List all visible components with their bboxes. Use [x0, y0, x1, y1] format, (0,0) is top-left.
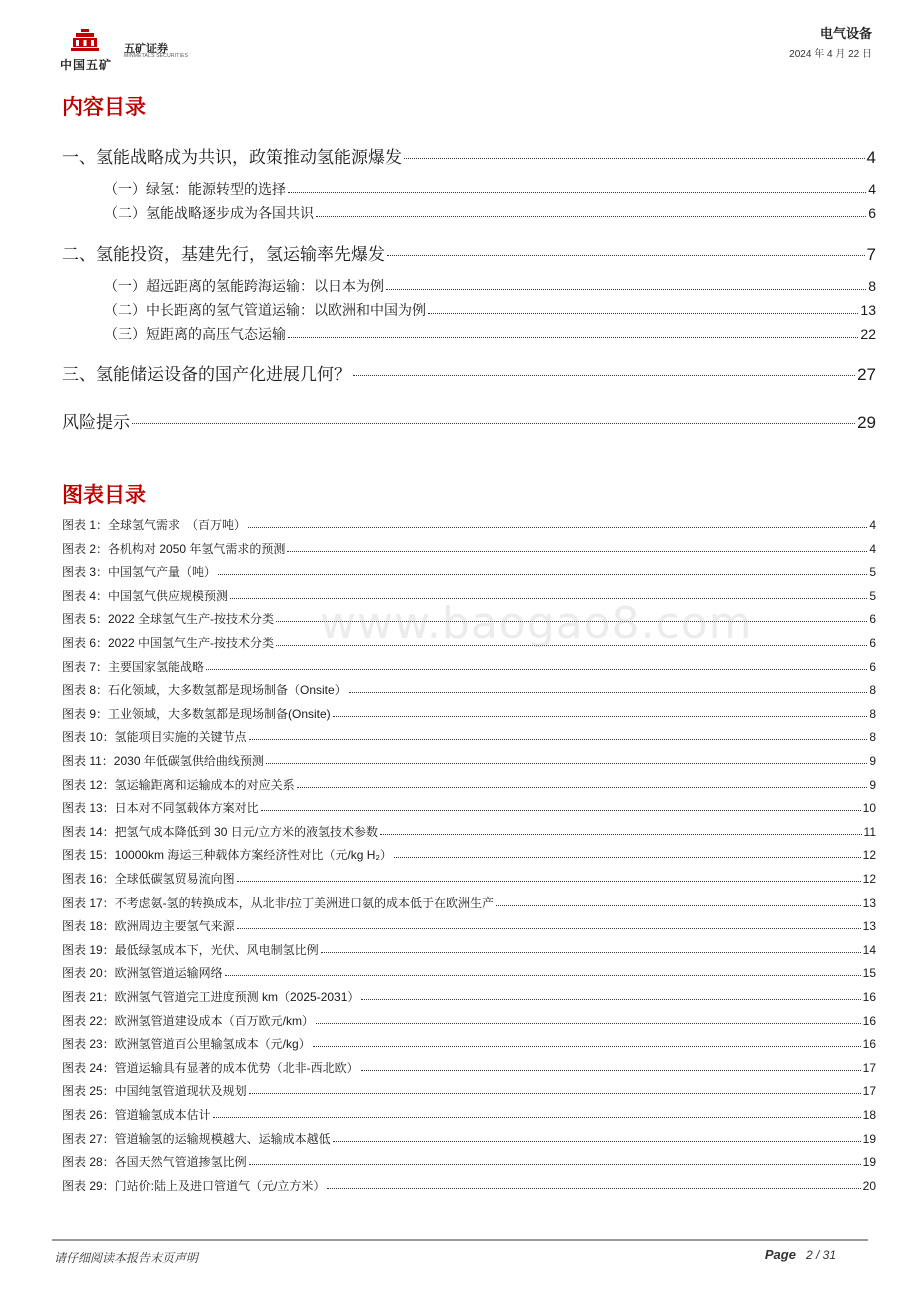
figure-entry-page: 17: [862, 1084, 876, 1098]
figure-entry-label: 图表 24：管道运输具有显著的成本优势（北非-西北欧）: [62, 1061, 359, 1075]
figure-entry-label: 图表 21：欧洲氢气管道完工进度预测 km（2025-2031）: [62, 990, 360, 1004]
figure-entry[interactable]: [62, 1059, 876, 1076]
dot-leader: [361, 999, 860, 1000]
toc-entry-label: （二）中长距离的氢气管道运输：以欧洲和中国为例: [104, 302, 426, 318]
toc-entry-label: （二）氢能战略逐步成为各国共识: [104, 205, 314, 221]
figure-entry-page: 6: [869, 660, 876, 674]
dot-leader: [266, 763, 867, 764]
figure-entry-page: 6: [869, 636, 876, 650]
toc-entry-label: 风险提示: [62, 413, 130, 432]
figure-entry-page: 12: [862, 872, 876, 886]
figure-entry[interactable]: [62, 658, 876, 675]
figures-title: 图表目录: [62, 484, 146, 507]
figure-entry-page: 11: [863, 825, 876, 839]
figure-entry-page: 4: [869, 518, 876, 532]
figure-entry-label: 图表 5：2022 全球氢气生产-按技术分类: [62, 612, 275, 626]
toc-entry-label: （一）超远距离的氢能跨海运输：以日本为例: [104, 278, 384, 294]
figure-entry-page: 16: [862, 1014, 876, 1028]
toc-entry[interactable]: [104, 276, 876, 296]
figure-entry[interactable]: [62, 964, 876, 981]
figure-entry-page: 10: [862, 801, 876, 815]
figure-entry[interactable]: [62, 917, 876, 934]
dot-leader: [327, 1188, 860, 1189]
dot-leader: [288, 337, 858, 338]
figure-entry-page: 17: [862, 1061, 876, 1075]
figure-entry-page: 12: [862, 848, 876, 862]
dot-leader: [380, 834, 861, 835]
toc-title: 内容目录: [62, 96, 146, 119]
figure-entry[interactable]: [62, 705, 876, 722]
dot-leader: [248, 527, 867, 528]
figure-entry[interactable]: [62, 563, 876, 580]
securities-en-name: MINMETALS SECURITIES: [124, 53, 189, 59]
figure-entry[interactable]: [62, 1082, 876, 1099]
toc-entry[interactable]: [104, 203, 876, 223]
figure-entry-label: 图表 10：氢能项目实施的关键节点: [62, 730, 247, 744]
dot-leader: [428, 313, 858, 314]
toc-entry-label: 三、氢能储运设备的国产化进展几何？: [62, 365, 351, 384]
report-date: 2024 年 4 月 22 日: [789, 49, 872, 60]
industry-label: 电气设备: [819, 26, 872, 41]
toc-entry-label: 二、氢能投资，基建先行，氢运输率先爆发: [62, 245, 385, 264]
dot-leader: [132, 423, 855, 424]
figure-entry-page: 19: [862, 1132, 876, 1146]
figure-entry[interactable]: [62, 894, 876, 911]
figure-entry[interactable]: [62, 752, 876, 769]
dot-leader: [394, 857, 861, 858]
toc-entry-page: 8: [868, 278, 876, 294]
page-word: Page: [764, 1247, 796, 1262]
figure-entry-page: 5: [869, 589, 876, 603]
figure-entry[interactable]: [62, 799, 876, 816]
dot-leader: [333, 716, 868, 717]
figure-entry-page: 8: [869, 683, 876, 697]
minmetals-logo-icon: [70, 28, 100, 58]
toc-entry[interactable]: [104, 324, 876, 344]
figure-entry-label: 图表 2：各机构对 2050 年氢气需求的预测: [62, 542, 286, 556]
figure-entry-label: 图表 8：石化领域，大多数氢都是现场制备（Onsite）: [62, 683, 347, 697]
figure-entry[interactable]: [62, 823, 876, 840]
figure-entry-label: 图表 19：最低绿氢成本下，光伏、风电制氢比例: [62, 943, 319, 957]
figure-entry[interactable]: [62, 1153, 876, 1170]
figure-entry-label: 图表 13：日本对不同氢载体方案对比: [62, 801, 259, 815]
toc-entry[interactable]: [62, 143, 876, 168]
dot-leader: [218, 574, 867, 575]
dot-leader: [316, 1023, 861, 1024]
figure-entry-label: 图表 22：欧洲氢管道建设成本（百万欧元/km）: [62, 1014, 315, 1028]
figure-entry-label: 图表 18：欧洲周边主要氢气来源: [62, 919, 235, 933]
figure-entry[interactable]: [62, 988, 876, 1005]
dot-leader: [387, 255, 865, 256]
dot-leader: [496, 905, 861, 906]
dot-leader: [249, 739, 868, 740]
toc-entry-page: 6: [868, 205, 876, 221]
dot-leader: [361, 1070, 861, 1071]
page-header: [0, 0, 920, 80]
figure-entry-label: 图表 16：全球低碳氢贸易流向图: [62, 872, 235, 886]
toc-entry[interactable]: [104, 300, 876, 320]
toc-entry-page: 4: [868, 181, 876, 197]
figure-entry[interactable]: [62, 1106, 876, 1123]
dot-leader: [321, 952, 861, 953]
figure-entry-page: 8: [869, 730, 876, 744]
dot-leader: [353, 375, 855, 376]
toc-entry[interactable]: [62, 360, 876, 385]
figure-entry-label: 图表 4：中国氢气供应规模预测: [62, 589, 229, 603]
figure-entry-page: 8: [869, 707, 876, 721]
dot-leader: [249, 1093, 861, 1094]
figure-entry-page: 19: [862, 1155, 876, 1169]
figure-entry-label: 图表 9：工业领域，大多数氢都是现场制备(Onsite): [62, 707, 331, 721]
figure-entry-page: 15: [862, 966, 876, 980]
dot-leader: [237, 928, 861, 929]
figure-entry-label: 图表 7：主要国家氢能战略: [62, 660, 205, 674]
toc-entry[interactable]: [62, 240, 876, 265]
figure-entry-page: 20: [862, 1179, 876, 1193]
page-number: 2 / 31: [805, 1248, 836, 1262]
figure-entry[interactable]: [62, 776, 876, 793]
figure-entry[interactable]: [62, 681, 876, 698]
figure-entry-label: 图表 29：门站价:陆上及进口管道气（元/立方米）: [62, 1179, 326, 1193]
figure-entry-page: 5: [869, 565, 876, 579]
figure-entry[interactable]: [62, 1130, 876, 1147]
toc-entry-label: 一、氢能战略成为共识，政策推动氢能源爆发: [62, 148, 402, 167]
toc-entry-label: （三）短距离的高压气态运输: [104, 326, 286, 342]
dot-leader: [288, 192, 866, 193]
figure-entry-page: 13: [862, 919, 876, 933]
figure-entry-label: 图表 23：欧洲氢管道百公里输氢成本（元/kg）: [62, 1037, 311, 1051]
dot-leader: [316, 216, 866, 217]
toc-entry-label: （一）绿氢：能源转型的选择: [104, 181, 286, 197]
figure-entry[interactable]: [62, 540, 876, 557]
figure-entry-label: 图表 15：10000km 海运三种载体方案经济性对比（元/kg H₂）: [62, 848, 393, 862]
toc-entry-page: 4: [866, 148, 876, 167]
figure-entry-label: 图表 20：欧洲氢管道运输网络: [62, 966, 223, 980]
dot-leader: [333, 1141, 861, 1142]
figure-entry[interactable]: [62, 516, 876, 533]
figure-entry[interactable]: [62, 941, 876, 958]
figure-entry-page: 18: [862, 1108, 876, 1122]
figure-entry-label: 图表 27：管道输氢的运输规模越大、运输成本越低: [62, 1132, 331, 1146]
footer-page: [765, 1247, 836, 1262]
dot-leader: [225, 975, 861, 976]
toc-entry-page: 27: [857, 365, 876, 384]
dot-leader: [404, 158, 865, 159]
toc-entry-page: 29: [857, 413, 876, 432]
figure-entry-page: 9: [869, 754, 876, 768]
figure-entry-page: 16: [862, 990, 876, 1004]
figure-entry[interactable]: [62, 1012, 876, 1029]
dot-leader: [386, 289, 866, 290]
dot-leader: [206, 669, 867, 670]
toc-entry-page: 13: [860, 302, 876, 318]
company-cn-name: 中国五矿: [60, 58, 113, 72]
figure-entry[interactable]: [62, 846, 876, 863]
figure-entry-page: 6: [869, 612, 876, 626]
figure-entry-label: 图表 3：中国氢气产量（吨）: [62, 565, 217, 579]
figure-entry-page: 13: [862, 896, 876, 910]
toc-entry-page: 7: [866, 245, 876, 264]
figure-entry-label: 图表 26：管道输氢成本估计: [62, 1108, 211, 1122]
dot-leader: [261, 810, 861, 811]
dot-leader: [213, 1117, 861, 1118]
figure-entry-label: 图表 14：把氢气成本降低到 30 日元/立方米的液氢技术参数: [62, 825, 379, 839]
dot-leader: [249, 1164, 861, 1165]
watermark: www.baogao8.com: [320, 598, 753, 649]
figure-entry-label: 图表 25：中国纯氢管道现状及规划: [62, 1084, 247, 1098]
figure-entry-label: 图表 12：氢运输距离和运输成本的对应关系: [62, 778, 295, 792]
figure-entry-page: 4: [869, 542, 876, 556]
dot-leader: [313, 1046, 861, 1047]
figure-entry[interactable]: [62, 728, 876, 745]
toc-entry[interactable]: [104, 179, 876, 199]
figure-entry-label: 图表 28：各国天然气管道掺氢比例: [62, 1155, 247, 1169]
figure-entry-page: 16: [862, 1037, 876, 1051]
toc-entry[interactable]: [62, 408, 876, 433]
figure-entry[interactable]: [62, 1177, 876, 1194]
securities-name: 五矿证券: [124, 43, 168, 55]
footer-disclaimer: 请仔细阅读本报告末页声明: [54, 1251, 199, 1265]
figure-entry[interactable]: [62, 870, 876, 887]
figure-entry-label: 图表 17：不考虑氨-氢的转换成本，从北非/拉丁美洲进口氨的成本低于在欧洲生产: [62, 896, 495, 910]
dot-leader: [237, 881, 861, 882]
dot-leader: [297, 787, 868, 788]
figure-entry-page: 14: [862, 943, 876, 957]
figure-entry-label: 图表 11：2030 年低碳氢供给曲线预测: [62, 754, 264, 768]
toc-entry-page: 22: [860, 326, 876, 342]
footer-divider: [52, 1239, 868, 1241]
figure-entry-page: 9: [869, 778, 876, 792]
figure-entry-label: 图表 1：全球氢气需求 （百万吨）: [62, 518, 247, 532]
dot-leader: [287, 551, 867, 552]
figure-entry-label: 图表 6：2022 中国氢气生产-按技术分类: [62, 636, 275, 650]
dot-leader: [349, 692, 868, 693]
figure-entry[interactable]: [62, 1035, 876, 1052]
